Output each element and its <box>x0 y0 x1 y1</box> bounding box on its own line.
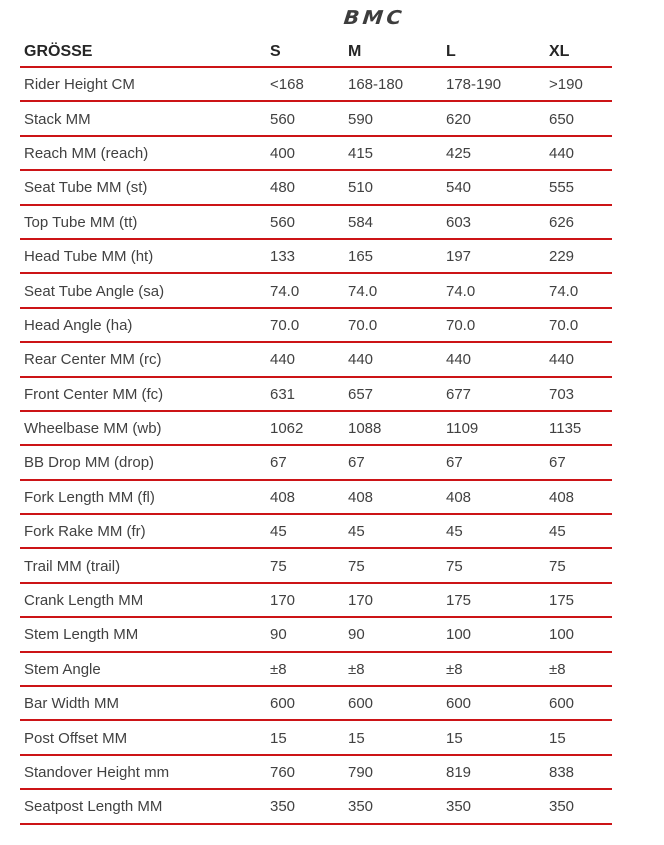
table-row <box>20 756 612 790</box>
table-row <box>20 618 612 652</box>
row-value: ±8 <box>549 660 566 678</box>
table-row <box>20 343 612 377</box>
table-row <box>20 653 612 687</box>
row-value: 350 <box>348 798 374 816</box>
row-label: Reach MM (reach) <box>24 144 149 162</box>
row-value: 350 <box>270 798 296 816</box>
row-label: Head Tube MM (ht) <box>24 248 154 266</box>
row-label: Stem Length MM <box>24 626 139 644</box>
table-row <box>20 412 612 446</box>
row-label: Seatpost Length MM <box>24 798 163 816</box>
row-value: 45 <box>270 523 287 541</box>
row-value: 133 <box>270 248 296 266</box>
row-value: 408 <box>270 488 296 506</box>
row-value: 408 <box>348 488 374 506</box>
row-value: 408 <box>446 488 472 506</box>
row-value: 170 <box>348 592 374 610</box>
row-value: 90 <box>270 626 287 644</box>
row-label: Stem Angle <box>24 660 101 678</box>
row-value: 657 <box>348 385 374 403</box>
row-value: 350 <box>549 798 575 816</box>
table-row <box>20 721 612 755</box>
row-label: Bar Width MM <box>24 695 120 713</box>
row-label: Standover Height mm <box>24 764 170 781</box>
row-label: Wheelbase MM (wb) <box>24 420 162 438</box>
row-label: Fork Rake MM (fr) <box>24 523 146 541</box>
row-label: Rider Height CM <box>24 76 135 94</box>
row-value: 590 <box>348 110 374 128</box>
row-value: 1135 <box>549 420 582 438</box>
row-value: >190 <box>549 76 583 94</box>
row-value: 15 <box>549 729 566 747</box>
column-header-size-s: S <box>270 42 281 60</box>
bmc-logo-text: BMC <box>342 6 406 29</box>
row-value: 620 <box>446 110 472 128</box>
row-value: 67 <box>549 454 566 472</box>
row-label: Stack MM <box>24 110 91 128</box>
row-label: Fork Length MM (fl) <box>24 488 155 506</box>
row-value: 45 <box>549 523 566 541</box>
row-value: 175 <box>549 592 575 610</box>
row-value: 168-180 <box>348 76 404 94</box>
row-value: 178-190 <box>446 76 502 94</box>
row-value: 67 <box>446 454 463 472</box>
row-label: Trail MM (trail) <box>24 557 121 575</box>
table-row <box>20 171 612 205</box>
table-body <box>20 68 612 825</box>
row-value: 15 <box>270 729 287 747</box>
row-label: Head Angle (ha) <box>24 316 133 334</box>
row-value: <168 <box>270 76 304 94</box>
row-value: 1088 <box>348 420 382 438</box>
table-header-row <box>20 36 612 68</box>
bmc-logo <box>338 6 410 30</box>
table-row <box>20 240 612 274</box>
geometry-table <box>20 36 612 825</box>
column-header-size-m: M <box>348 42 362 60</box>
row-value: 540 <box>446 179 472 197</box>
row-label: BB Drop MM (drop) <box>24 454 155 472</box>
row-label: Rear Center MM (rc) <box>24 351 162 369</box>
row-value: 703 <box>549 385 575 403</box>
row-value: 600 <box>549 695 575 713</box>
table-row <box>20 549 612 583</box>
row-value: 677 <box>446 385 472 403</box>
row-value: 75 <box>348 557 365 575</box>
table-row <box>20 446 612 480</box>
row-value: 440 <box>446 351 472 369</box>
row-label: Seat Tube MM (st) <box>24 179 148 197</box>
row-value: 631 <box>270 385 296 403</box>
row-value: 74.0 <box>348 282 378 300</box>
table-row <box>20 68 612 102</box>
row-value: 400 <box>270 144 296 162</box>
row-value: 70.0 <box>446 316 476 334</box>
row-value: 70.0 <box>270 316 300 334</box>
table-row <box>20 274 612 308</box>
row-value: 555 <box>549 179 575 197</box>
row-value: 440 <box>270 351 296 369</box>
row-value: 70.0 <box>348 316 378 334</box>
row-label: Seat Tube Angle (sa) <box>24 282 165 300</box>
table-row <box>20 102 612 136</box>
row-value: 408 <box>549 488 575 506</box>
row-value: 603 <box>446 213 472 231</box>
row-value: ±8 <box>348 660 365 678</box>
row-value: 100 <box>446 626 472 644</box>
row-value: ±8 <box>446 660 463 678</box>
table-row <box>20 481 612 515</box>
row-value: 838 <box>549 764 575 781</box>
row-value: 165 <box>348 248 374 266</box>
column-header-size-l: L <box>446 42 456 60</box>
table-row <box>20 206 612 240</box>
row-value: 600 <box>446 695 472 713</box>
row-value: ±8 <box>270 660 287 678</box>
table-row <box>20 790 612 824</box>
table-row <box>20 309 612 343</box>
row-value: 67 <box>348 454 365 472</box>
row-value: 819 <box>446 764 472 781</box>
row-value: 440 <box>549 351 575 369</box>
row-value: 440 <box>549 144 575 162</box>
row-value: 74.0 <box>446 282 476 300</box>
row-value: 600 <box>270 695 296 713</box>
table-row <box>20 515 612 549</box>
row-value: 197 <box>446 248 472 266</box>
row-value: 45 <box>446 523 463 541</box>
row-value: 175 <box>446 592 472 610</box>
row-value: 510 <box>348 179 374 197</box>
row-value: 350 <box>446 798 472 816</box>
table-row <box>20 584 612 618</box>
row-label: Post Offset MM <box>24 729 128 747</box>
row-value: 170 <box>270 592 296 610</box>
row-value: 760 <box>270 764 296 781</box>
row-value: 229 <box>549 248 575 266</box>
column-header-groesse: GRÖSSE <box>24 42 93 60</box>
row-value: 650 <box>549 110 575 128</box>
row-value: 74.0 <box>270 282 300 300</box>
row-value: 1109 <box>446 420 479 438</box>
row-value: 75 <box>270 557 287 575</box>
table-row <box>20 687 612 721</box>
row-value: 560 <box>270 110 296 128</box>
row-value: 440 <box>348 351 374 369</box>
row-value: 600 <box>348 695 374 713</box>
row-value: 67 <box>270 454 287 472</box>
column-header-size-xl: XL <box>549 42 570 60</box>
row-value: 75 <box>446 557 463 575</box>
row-value: 1062 <box>270 420 304 438</box>
row-value: 15 <box>348 729 365 747</box>
row-label: Crank Length MM <box>24 592 144 610</box>
row-value: 584 <box>348 213 374 231</box>
row-value: 480 <box>270 179 296 197</box>
row-value: 626 <box>549 213 575 231</box>
row-label: Front Center MM (fc) <box>24 385 164 403</box>
row-value: 560 <box>270 213 296 231</box>
row-value: 100 <box>549 626 575 644</box>
row-value: 75 <box>549 557 566 575</box>
table-row <box>20 378 612 412</box>
row-value: 90 <box>348 626 365 644</box>
row-label: Top Tube MM (tt) <box>24 213 138 231</box>
row-value: 70.0 <box>549 316 579 334</box>
row-value: 415 <box>348 144 374 162</box>
row-value: 74.0 <box>549 282 579 300</box>
row-value: 15 <box>446 729 463 747</box>
row-value: 45 <box>348 523 365 541</box>
row-value: 425 <box>446 144 472 162</box>
table-row <box>20 137 612 171</box>
row-value: 790 <box>348 764 374 781</box>
